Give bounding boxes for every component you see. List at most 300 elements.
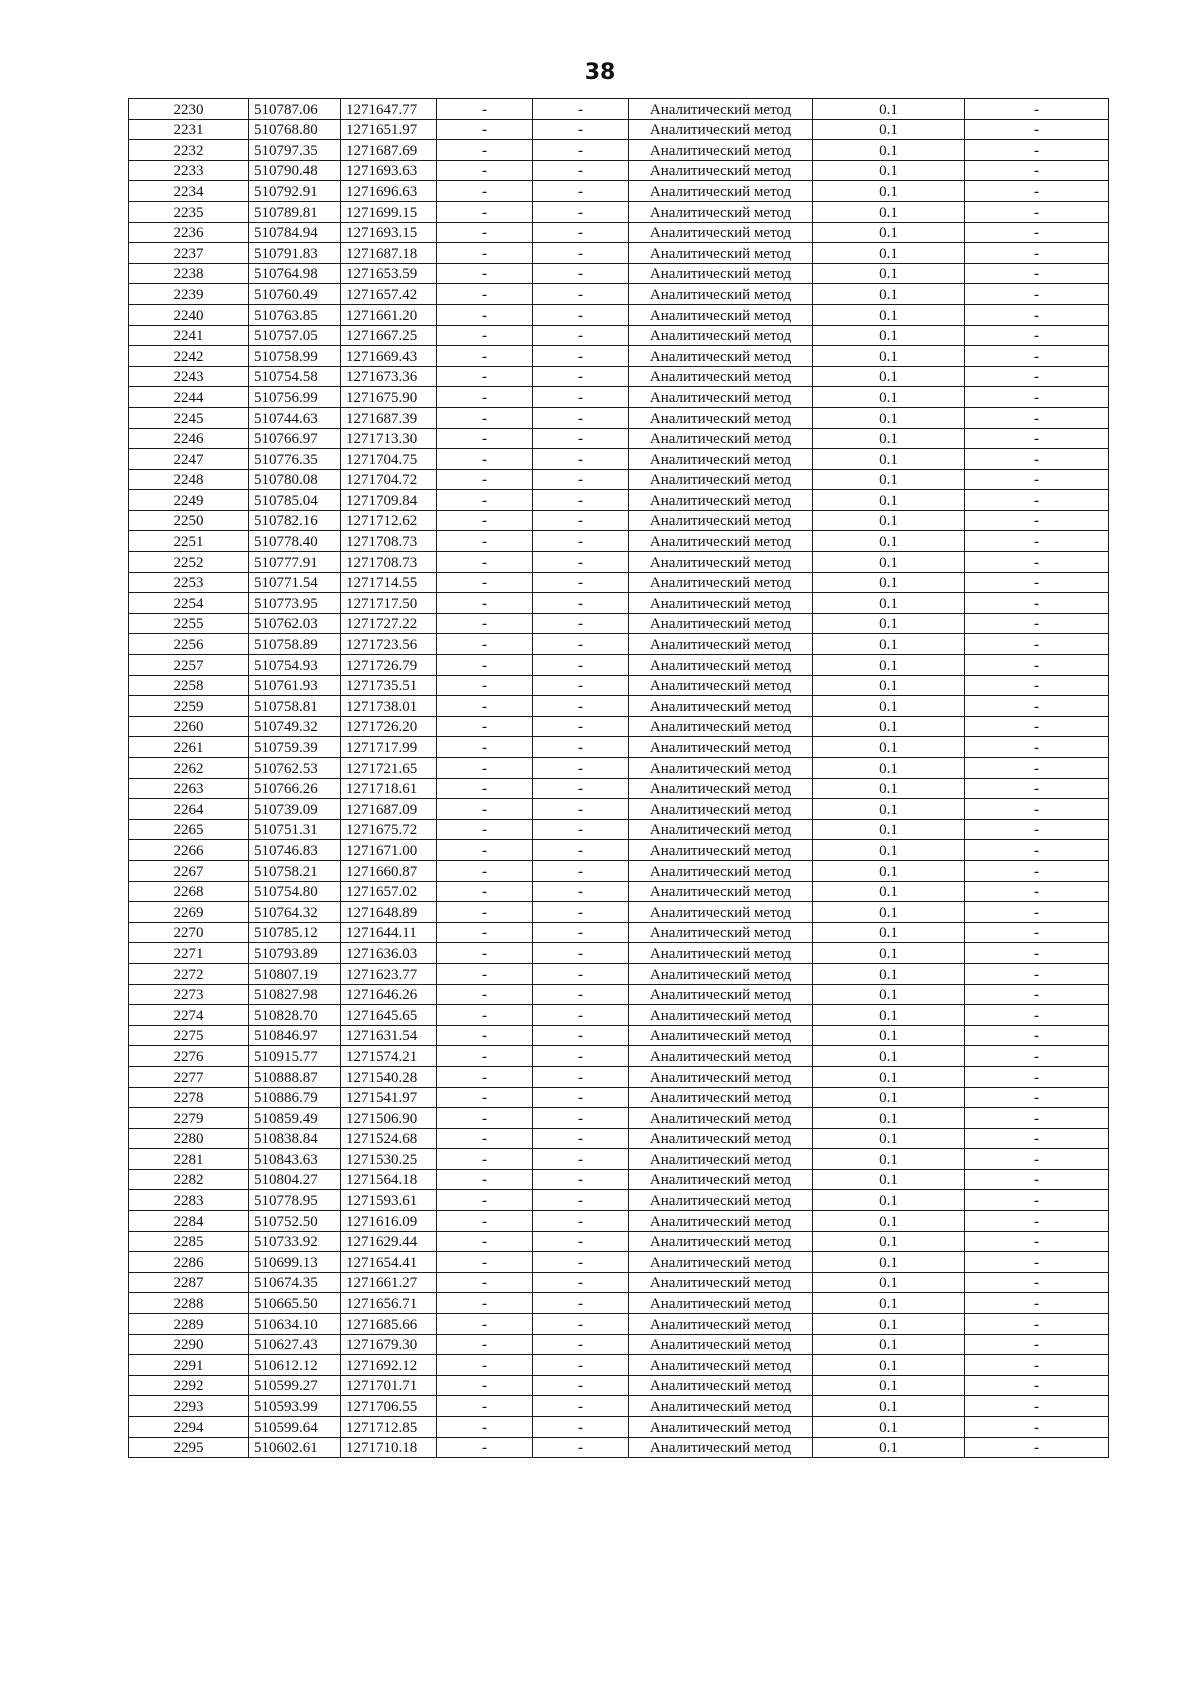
accuracy-cell: 0.1 bbox=[813, 1149, 965, 1170]
method-cell: Аналитический метод bbox=[629, 222, 813, 243]
point-number-cell: 2293 bbox=[129, 1396, 249, 1417]
empty-value-3-cell: - bbox=[965, 881, 1109, 902]
table-row bbox=[129, 655, 1109, 676]
method-cell: Аналитический метод bbox=[629, 716, 813, 737]
coord-y-cell: 1271673.36 bbox=[341, 366, 437, 387]
coord-y-cell: 1271713.30 bbox=[341, 428, 437, 449]
accuracy-cell: 0.1 bbox=[813, 902, 965, 923]
method-cell: Аналитический метод bbox=[629, 1169, 813, 1190]
point-number-cell: 2291 bbox=[129, 1355, 249, 1376]
coord-x-cell: 510754.58 bbox=[249, 366, 341, 387]
table-row bbox=[129, 99, 1109, 120]
empty-value-2-cell: - bbox=[533, 1314, 629, 1335]
method-cell: Аналитический метод bbox=[629, 819, 813, 840]
empty-value-1-cell: - bbox=[437, 1272, 533, 1293]
empty-value-3-cell: - bbox=[965, 1066, 1109, 1087]
empty-value-2-cell: - bbox=[533, 99, 629, 120]
empty-value-3-cell: - bbox=[965, 222, 1109, 243]
method-cell: Аналитический метод bbox=[629, 1396, 813, 1417]
coord-y-cell: 1271710.18 bbox=[341, 1437, 437, 1458]
empty-value-3-cell: - bbox=[965, 1025, 1109, 1046]
empty-value-3-cell: - bbox=[965, 119, 1109, 140]
coord-x-cell: 510758.89 bbox=[249, 634, 341, 655]
empty-value-1-cell: - bbox=[437, 572, 533, 593]
coord-x-cell: 510846.97 bbox=[249, 1025, 341, 1046]
coord-x-cell: 510828.70 bbox=[249, 1005, 341, 1026]
empty-value-2-cell: - bbox=[533, 469, 629, 490]
empty-value-3-cell: - bbox=[965, 1252, 1109, 1273]
table-row bbox=[129, 675, 1109, 696]
coord-x-cell: 510699.13 bbox=[249, 1252, 341, 1273]
empty-value-3-cell: - bbox=[965, 1272, 1109, 1293]
table-row bbox=[129, 1066, 1109, 1087]
empty-value-2-cell: - bbox=[533, 1128, 629, 1149]
empty-value-3-cell: - bbox=[965, 1211, 1109, 1232]
empty-value-2-cell: - bbox=[533, 1334, 629, 1355]
empty-value-1-cell: - bbox=[437, 1005, 533, 1026]
empty-value-1-cell: - bbox=[437, 490, 533, 511]
coord-x-cell: 510762.53 bbox=[249, 758, 341, 779]
empty-value-1-cell: - bbox=[437, 675, 533, 696]
empty-value-3-cell: - bbox=[965, 613, 1109, 634]
empty-value-1-cell: - bbox=[437, 1231, 533, 1252]
method-cell: Аналитический метод bbox=[629, 304, 813, 325]
method-cell: Аналитический метод bbox=[629, 655, 813, 676]
table-row bbox=[129, 449, 1109, 470]
empty-value-3-cell: - bbox=[965, 716, 1109, 737]
empty-value-3-cell: - bbox=[965, 922, 1109, 943]
point-number-cell: 2248 bbox=[129, 469, 249, 490]
table-row bbox=[129, 201, 1109, 222]
table-row bbox=[129, 325, 1109, 346]
coord-y-cell: 1271687.69 bbox=[341, 140, 437, 161]
empty-value-2-cell: - bbox=[533, 366, 629, 387]
empty-value-1-cell: - bbox=[437, 325, 533, 346]
coord-x-cell: 510739.09 bbox=[249, 799, 341, 820]
empty-value-1-cell: - bbox=[437, 1396, 533, 1417]
accuracy-cell: 0.1 bbox=[813, 407, 965, 428]
empty-value-2-cell: - bbox=[533, 613, 629, 634]
table-row bbox=[129, 1293, 1109, 1314]
coord-x-cell: 510843.63 bbox=[249, 1149, 341, 1170]
empty-value-1-cell: - bbox=[437, 1355, 533, 1376]
empty-value-2-cell: - bbox=[533, 593, 629, 614]
coord-x-cell: 510758.81 bbox=[249, 696, 341, 717]
coord-x-cell: 510749.32 bbox=[249, 716, 341, 737]
empty-value-1-cell: - bbox=[437, 737, 533, 758]
empty-value-3-cell: - bbox=[965, 449, 1109, 470]
accuracy-cell: 0.1 bbox=[813, 346, 965, 367]
accuracy-cell: 0.1 bbox=[813, 1355, 965, 1376]
coord-y-cell: 1271660.87 bbox=[341, 860, 437, 881]
point-number-cell: 2250 bbox=[129, 510, 249, 531]
coord-y-cell: 1271623.77 bbox=[341, 963, 437, 984]
accuracy-cell: 0.1 bbox=[813, 1231, 965, 1252]
empty-value-2-cell: - bbox=[533, 963, 629, 984]
empty-value-1-cell: - bbox=[437, 1025, 533, 1046]
empty-value-3-cell: - bbox=[965, 552, 1109, 573]
empty-value-2-cell: - bbox=[533, 181, 629, 202]
point-number-cell: 2233 bbox=[129, 160, 249, 181]
table-row bbox=[129, 819, 1109, 840]
empty-value-3-cell: - bbox=[965, 655, 1109, 676]
point-number-cell: 2278 bbox=[129, 1087, 249, 1108]
empty-value-1-cell: - bbox=[437, 304, 533, 325]
point-number-cell: 2247 bbox=[129, 449, 249, 470]
table-row bbox=[129, 778, 1109, 799]
empty-value-1-cell: - bbox=[437, 263, 533, 284]
coord-y-cell: 1271675.90 bbox=[341, 387, 437, 408]
accuracy-cell: 0.1 bbox=[813, 1437, 965, 1458]
empty-value-1-cell: - bbox=[437, 469, 533, 490]
method-cell: Аналитический метод bbox=[629, 1375, 813, 1396]
method-cell: Аналитический метод bbox=[629, 428, 813, 449]
coord-x-cell: 510754.80 bbox=[249, 881, 341, 902]
empty-value-2-cell: - bbox=[533, 346, 629, 367]
coord-x-cell: 510807.19 bbox=[249, 963, 341, 984]
table-row bbox=[129, 428, 1109, 449]
coord-y-cell: 1271651.97 bbox=[341, 119, 437, 140]
method-cell: Аналитический метод bbox=[629, 325, 813, 346]
empty-value-2-cell: - bbox=[533, 1396, 629, 1417]
table-row bbox=[129, 634, 1109, 655]
coord-y-cell: 1271714.55 bbox=[341, 572, 437, 593]
table-row bbox=[129, 1025, 1109, 1046]
coord-x-cell: 510859.49 bbox=[249, 1108, 341, 1129]
empty-value-3-cell: - bbox=[965, 510, 1109, 531]
method-cell: Аналитический метод bbox=[629, 778, 813, 799]
empty-value-2-cell: - bbox=[533, 1149, 629, 1170]
empty-value-2-cell: - bbox=[533, 881, 629, 902]
point-number-cell: 2258 bbox=[129, 675, 249, 696]
table-row bbox=[129, 1149, 1109, 1170]
coord-x-cell: 510627.43 bbox=[249, 1334, 341, 1355]
table-row bbox=[129, 737, 1109, 758]
accuracy-cell: 0.1 bbox=[813, 140, 965, 161]
method-cell: Аналитический метод bbox=[629, 1293, 813, 1314]
method-cell: Аналитический метод bbox=[629, 284, 813, 305]
empty-value-2-cell: - bbox=[533, 1066, 629, 1087]
coord-x-cell: 510838.84 bbox=[249, 1128, 341, 1149]
method-cell: Аналитический метод bbox=[629, 1355, 813, 1376]
table-row bbox=[129, 1046, 1109, 1067]
accuracy-cell: 0.1 bbox=[813, 799, 965, 820]
accuracy-cell: 0.1 bbox=[813, 160, 965, 181]
coord-x-cell: 510888.87 bbox=[249, 1066, 341, 1087]
empty-value-3-cell: - bbox=[965, 160, 1109, 181]
table-row bbox=[129, 1396, 1109, 1417]
empty-value-3-cell: - bbox=[965, 140, 1109, 161]
coord-y-cell: 1271699.15 bbox=[341, 201, 437, 222]
empty-value-3-cell: - bbox=[965, 1005, 1109, 1026]
point-number-cell: 2236 bbox=[129, 222, 249, 243]
coord-y-cell: 1271718.61 bbox=[341, 778, 437, 799]
point-number-cell: 2252 bbox=[129, 552, 249, 573]
coord-y-cell: 1271704.72 bbox=[341, 469, 437, 490]
method-cell: Аналитический метод bbox=[629, 860, 813, 881]
accuracy-cell: 0.1 bbox=[813, 243, 965, 264]
coord-x-cell: 510804.27 bbox=[249, 1169, 341, 1190]
empty-value-3-cell: - bbox=[965, 1108, 1109, 1129]
coord-y-cell: 1271717.99 bbox=[341, 737, 437, 758]
point-number-cell: 2263 bbox=[129, 778, 249, 799]
point-number-cell: 2243 bbox=[129, 366, 249, 387]
coord-x-cell: 510599.64 bbox=[249, 1417, 341, 1438]
coord-x-cell: 510886.79 bbox=[249, 1087, 341, 1108]
empty-value-1-cell: - bbox=[437, 1375, 533, 1396]
accuracy-cell: 0.1 bbox=[813, 222, 965, 243]
table-row bbox=[129, 1375, 1109, 1396]
point-number-cell: 2292 bbox=[129, 1375, 249, 1396]
coord-y-cell: 1271706.55 bbox=[341, 1396, 437, 1417]
accuracy-cell: 0.1 bbox=[813, 510, 965, 531]
coord-x-cell: 510771.54 bbox=[249, 572, 341, 593]
method-cell: Аналитический метод bbox=[629, 346, 813, 367]
table-row bbox=[129, 572, 1109, 593]
coord-y-cell: 1271654.41 bbox=[341, 1252, 437, 1273]
coord-x-cell: 510665.50 bbox=[249, 1293, 341, 1314]
empty-value-1-cell: - bbox=[437, 634, 533, 655]
method-cell: Аналитический метод bbox=[629, 963, 813, 984]
empty-value-2-cell: - bbox=[533, 1046, 629, 1067]
point-number-cell: 2249 bbox=[129, 490, 249, 511]
empty-value-2-cell: - bbox=[533, 655, 629, 676]
point-number-cell: 2266 bbox=[129, 840, 249, 861]
empty-value-3-cell: - bbox=[965, 201, 1109, 222]
empty-value-1-cell: - bbox=[437, 243, 533, 264]
empty-value-1-cell: - bbox=[437, 407, 533, 428]
coord-y-cell: 1271709.84 bbox=[341, 490, 437, 511]
point-number-cell: 2230 bbox=[129, 99, 249, 120]
coord-y-cell: 1271675.72 bbox=[341, 819, 437, 840]
accuracy-cell: 0.1 bbox=[813, 284, 965, 305]
empty-value-2-cell: - bbox=[533, 449, 629, 470]
table-row bbox=[129, 1272, 1109, 1293]
empty-value-3-cell: - bbox=[965, 572, 1109, 593]
method-cell: Аналитический метод bbox=[629, 160, 813, 181]
coord-x-cell: 510744.63 bbox=[249, 407, 341, 428]
coord-y-cell: 1271704.75 bbox=[341, 449, 437, 470]
empty-value-2-cell: - bbox=[533, 737, 629, 758]
empty-value-3-cell: - bbox=[965, 1128, 1109, 1149]
accuracy-cell: 0.1 bbox=[813, 1211, 965, 1232]
method-cell: Аналитический метод bbox=[629, 922, 813, 943]
accuracy-cell: 0.1 bbox=[813, 119, 965, 140]
coord-x-cell: 510752.50 bbox=[249, 1211, 341, 1232]
empty-value-2-cell: - bbox=[533, 304, 629, 325]
coord-x-cell: 510780.08 bbox=[249, 469, 341, 490]
method-cell: Аналитический метод bbox=[629, 469, 813, 490]
empty-value-3-cell: - bbox=[965, 387, 1109, 408]
point-number-cell: 2285 bbox=[129, 1231, 249, 1252]
empty-value-1-cell: - bbox=[437, 119, 533, 140]
empty-value-2-cell: - bbox=[533, 1005, 629, 1026]
point-number-cell: 2246 bbox=[129, 428, 249, 449]
method-cell: Аналитический метод bbox=[629, 881, 813, 902]
table-row bbox=[129, 943, 1109, 964]
method-cell: Аналитический метод bbox=[629, 1252, 813, 1273]
point-number-cell: 2282 bbox=[129, 1169, 249, 1190]
coord-y-cell: 1271506.90 bbox=[341, 1108, 437, 1129]
empty-value-2-cell: - bbox=[533, 1025, 629, 1046]
coord-x-cell: 510787.06 bbox=[249, 99, 341, 120]
method-cell: Аналитический метод bbox=[629, 1108, 813, 1129]
empty-value-3-cell: - bbox=[965, 1046, 1109, 1067]
coord-x-cell: 510764.98 bbox=[249, 263, 341, 284]
coord-y-cell: 1271629.44 bbox=[341, 1231, 437, 1252]
accuracy-cell: 0.1 bbox=[813, 531, 965, 552]
accuracy-cell: 0.1 bbox=[813, 696, 965, 717]
coord-x-cell: 510778.95 bbox=[249, 1190, 341, 1211]
coord-x-cell: 510768.80 bbox=[249, 119, 341, 140]
empty-value-3-cell: - bbox=[965, 963, 1109, 984]
method-cell: Аналитический метод bbox=[629, 696, 813, 717]
empty-value-1-cell: - bbox=[437, 1293, 533, 1314]
method-cell: Аналитический метод bbox=[629, 407, 813, 428]
point-number-cell: 2281 bbox=[129, 1149, 249, 1170]
coord-y-cell: 1271717.50 bbox=[341, 593, 437, 614]
method-cell: Аналитический метод bbox=[629, 387, 813, 408]
coord-y-cell: 1271721.65 bbox=[341, 758, 437, 779]
empty-value-2-cell: - bbox=[533, 696, 629, 717]
accuracy-cell: 0.1 bbox=[813, 1108, 965, 1129]
coord-x-cell: 510733.92 bbox=[249, 1231, 341, 1252]
coord-x-cell: 510758.99 bbox=[249, 346, 341, 367]
method-cell: Аналитический метод bbox=[629, 1190, 813, 1211]
coord-y-cell: 1271727.22 bbox=[341, 613, 437, 634]
accuracy-cell: 0.1 bbox=[813, 1087, 965, 1108]
table-row bbox=[129, 593, 1109, 614]
empty-value-1-cell: - bbox=[437, 284, 533, 305]
empty-value-3-cell: - bbox=[965, 737, 1109, 758]
method-cell: Аналитический метод bbox=[629, 758, 813, 779]
point-number-cell: 2274 bbox=[129, 1005, 249, 1026]
empty-value-3-cell: - bbox=[965, 1293, 1109, 1314]
empty-value-3-cell: - bbox=[965, 181, 1109, 202]
empty-value-1-cell: - bbox=[437, 716, 533, 737]
empty-value-1-cell: - bbox=[437, 1334, 533, 1355]
method-cell: Аналитический метод bbox=[629, 1087, 813, 1108]
coord-x-cell: 510757.05 bbox=[249, 325, 341, 346]
method-cell: Аналитический метод bbox=[629, 613, 813, 634]
accuracy-cell: 0.1 bbox=[813, 675, 965, 696]
empty-value-2-cell: - bbox=[533, 1087, 629, 1108]
point-number-cell: 2286 bbox=[129, 1252, 249, 1273]
accuracy-cell: 0.1 bbox=[813, 881, 965, 902]
empty-value-2-cell: - bbox=[533, 387, 629, 408]
accuracy-cell: 0.1 bbox=[813, 1334, 965, 1355]
method-cell: Аналитический метод bbox=[629, 572, 813, 593]
accuracy-cell: 0.1 bbox=[813, 1272, 965, 1293]
empty-value-2-cell: - bbox=[533, 799, 629, 820]
table-row bbox=[129, 1355, 1109, 1376]
table-row bbox=[129, 552, 1109, 573]
table-row bbox=[129, 799, 1109, 820]
method-cell: Аналитический метод bbox=[629, 634, 813, 655]
empty-value-2-cell: - bbox=[533, 428, 629, 449]
empty-value-3-cell: - bbox=[965, 1169, 1109, 1190]
coord-x-cell: 510759.39 bbox=[249, 737, 341, 758]
table-row bbox=[129, 881, 1109, 902]
empty-value-2-cell: - bbox=[533, 922, 629, 943]
point-number-cell: 2288 bbox=[129, 1293, 249, 1314]
empty-value-1-cell: - bbox=[437, 222, 533, 243]
accuracy-cell: 0.1 bbox=[813, 1314, 965, 1335]
point-number-cell: 2295 bbox=[129, 1437, 249, 1458]
coord-x-cell: 510634.10 bbox=[249, 1314, 341, 1335]
empty-value-2-cell: - bbox=[533, 1108, 629, 1129]
accuracy-cell: 0.1 bbox=[813, 984, 965, 1005]
point-number-cell: 2253 bbox=[129, 572, 249, 593]
method-cell: Аналитический метод bbox=[629, 490, 813, 511]
accuracy-cell: 0.1 bbox=[813, 304, 965, 325]
empty-value-2-cell: - bbox=[533, 140, 629, 161]
empty-value-2-cell: - bbox=[533, 263, 629, 284]
method-cell: Аналитический метод bbox=[629, 1025, 813, 1046]
empty-value-1-cell: - bbox=[437, 1417, 533, 1438]
point-number-cell: 2279 bbox=[129, 1108, 249, 1129]
table-row bbox=[129, 1005, 1109, 1026]
empty-value-1-cell: - bbox=[437, 593, 533, 614]
empty-value-1-cell: - bbox=[437, 1211, 533, 1232]
method-cell: Аналитический метод bbox=[629, 510, 813, 531]
accuracy-cell: 0.1 bbox=[813, 840, 965, 861]
empty-value-1-cell: - bbox=[437, 778, 533, 799]
empty-value-1-cell: - bbox=[437, 1437, 533, 1458]
empty-value-2-cell: - bbox=[533, 1355, 629, 1376]
method-cell: Аналитический метод bbox=[629, 449, 813, 470]
coord-y-cell: 1271687.18 bbox=[341, 243, 437, 264]
accuracy-cell: 0.1 bbox=[813, 737, 965, 758]
empty-value-1-cell: - bbox=[437, 366, 533, 387]
empty-value-2-cell: - bbox=[533, 716, 629, 737]
empty-value-2-cell: - bbox=[533, 119, 629, 140]
accuracy-cell: 0.1 bbox=[813, 1375, 965, 1396]
empty-value-3-cell: - bbox=[965, 263, 1109, 284]
empty-value-2-cell: - bbox=[533, 325, 629, 346]
empty-value-1-cell: - bbox=[437, 510, 533, 531]
empty-value-3-cell: - bbox=[965, 1355, 1109, 1376]
accuracy-cell: 0.1 bbox=[813, 181, 965, 202]
table-row bbox=[129, 1437, 1109, 1458]
accuracy-cell: 0.1 bbox=[813, 1190, 965, 1211]
empty-value-2-cell: - bbox=[533, 1417, 629, 1438]
empty-value-2-cell: - bbox=[533, 902, 629, 923]
coord-y-cell: 1271726.20 bbox=[341, 716, 437, 737]
table-row bbox=[129, 490, 1109, 511]
point-number-cell: 2242 bbox=[129, 346, 249, 367]
empty-value-3-cell: - bbox=[965, 490, 1109, 511]
accuracy-cell: 0.1 bbox=[813, 593, 965, 614]
coord-x-cell: 510778.40 bbox=[249, 531, 341, 552]
empty-value-2-cell: - bbox=[533, 222, 629, 243]
coord-x-cell: 510760.49 bbox=[249, 284, 341, 305]
coord-y-cell: 1271712.85 bbox=[341, 1417, 437, 1438]
coord-y-cell: 1271616.09 bbox=[341, 1211, 437, 1232]
table-row bbox=[129, 407, 1109, 428]
method-cell: Аналитический метод bbox=[629, 1149, 813, 1170]
point-number-cell: 2264 bbox=[129, 799, 249, 820]
empty-value-3-cell: - bbox=[965, 304, 1109, 325]
table-row bbox=[129, 387, 1109, 408]
accuracy-cell: 0.1 bbox=[813, 819, 965, 840]
accuracy-cell: 0.1 bbox=[813, 1128, 965, 1149]
coord-y-cell: 1271679.30 bbox=[341, 1334, 437, 1355]
coord-y-cell: 1271593.61 bbox=[341, 1190, 437, 1211]
empty-value-1-cell: - bbox=[437, 922, 533, 943]
table-row bbox=[129, 860, 1109, 881]
method-cell: Аналитический метод bbox=[629, 984, 813, 1005]
